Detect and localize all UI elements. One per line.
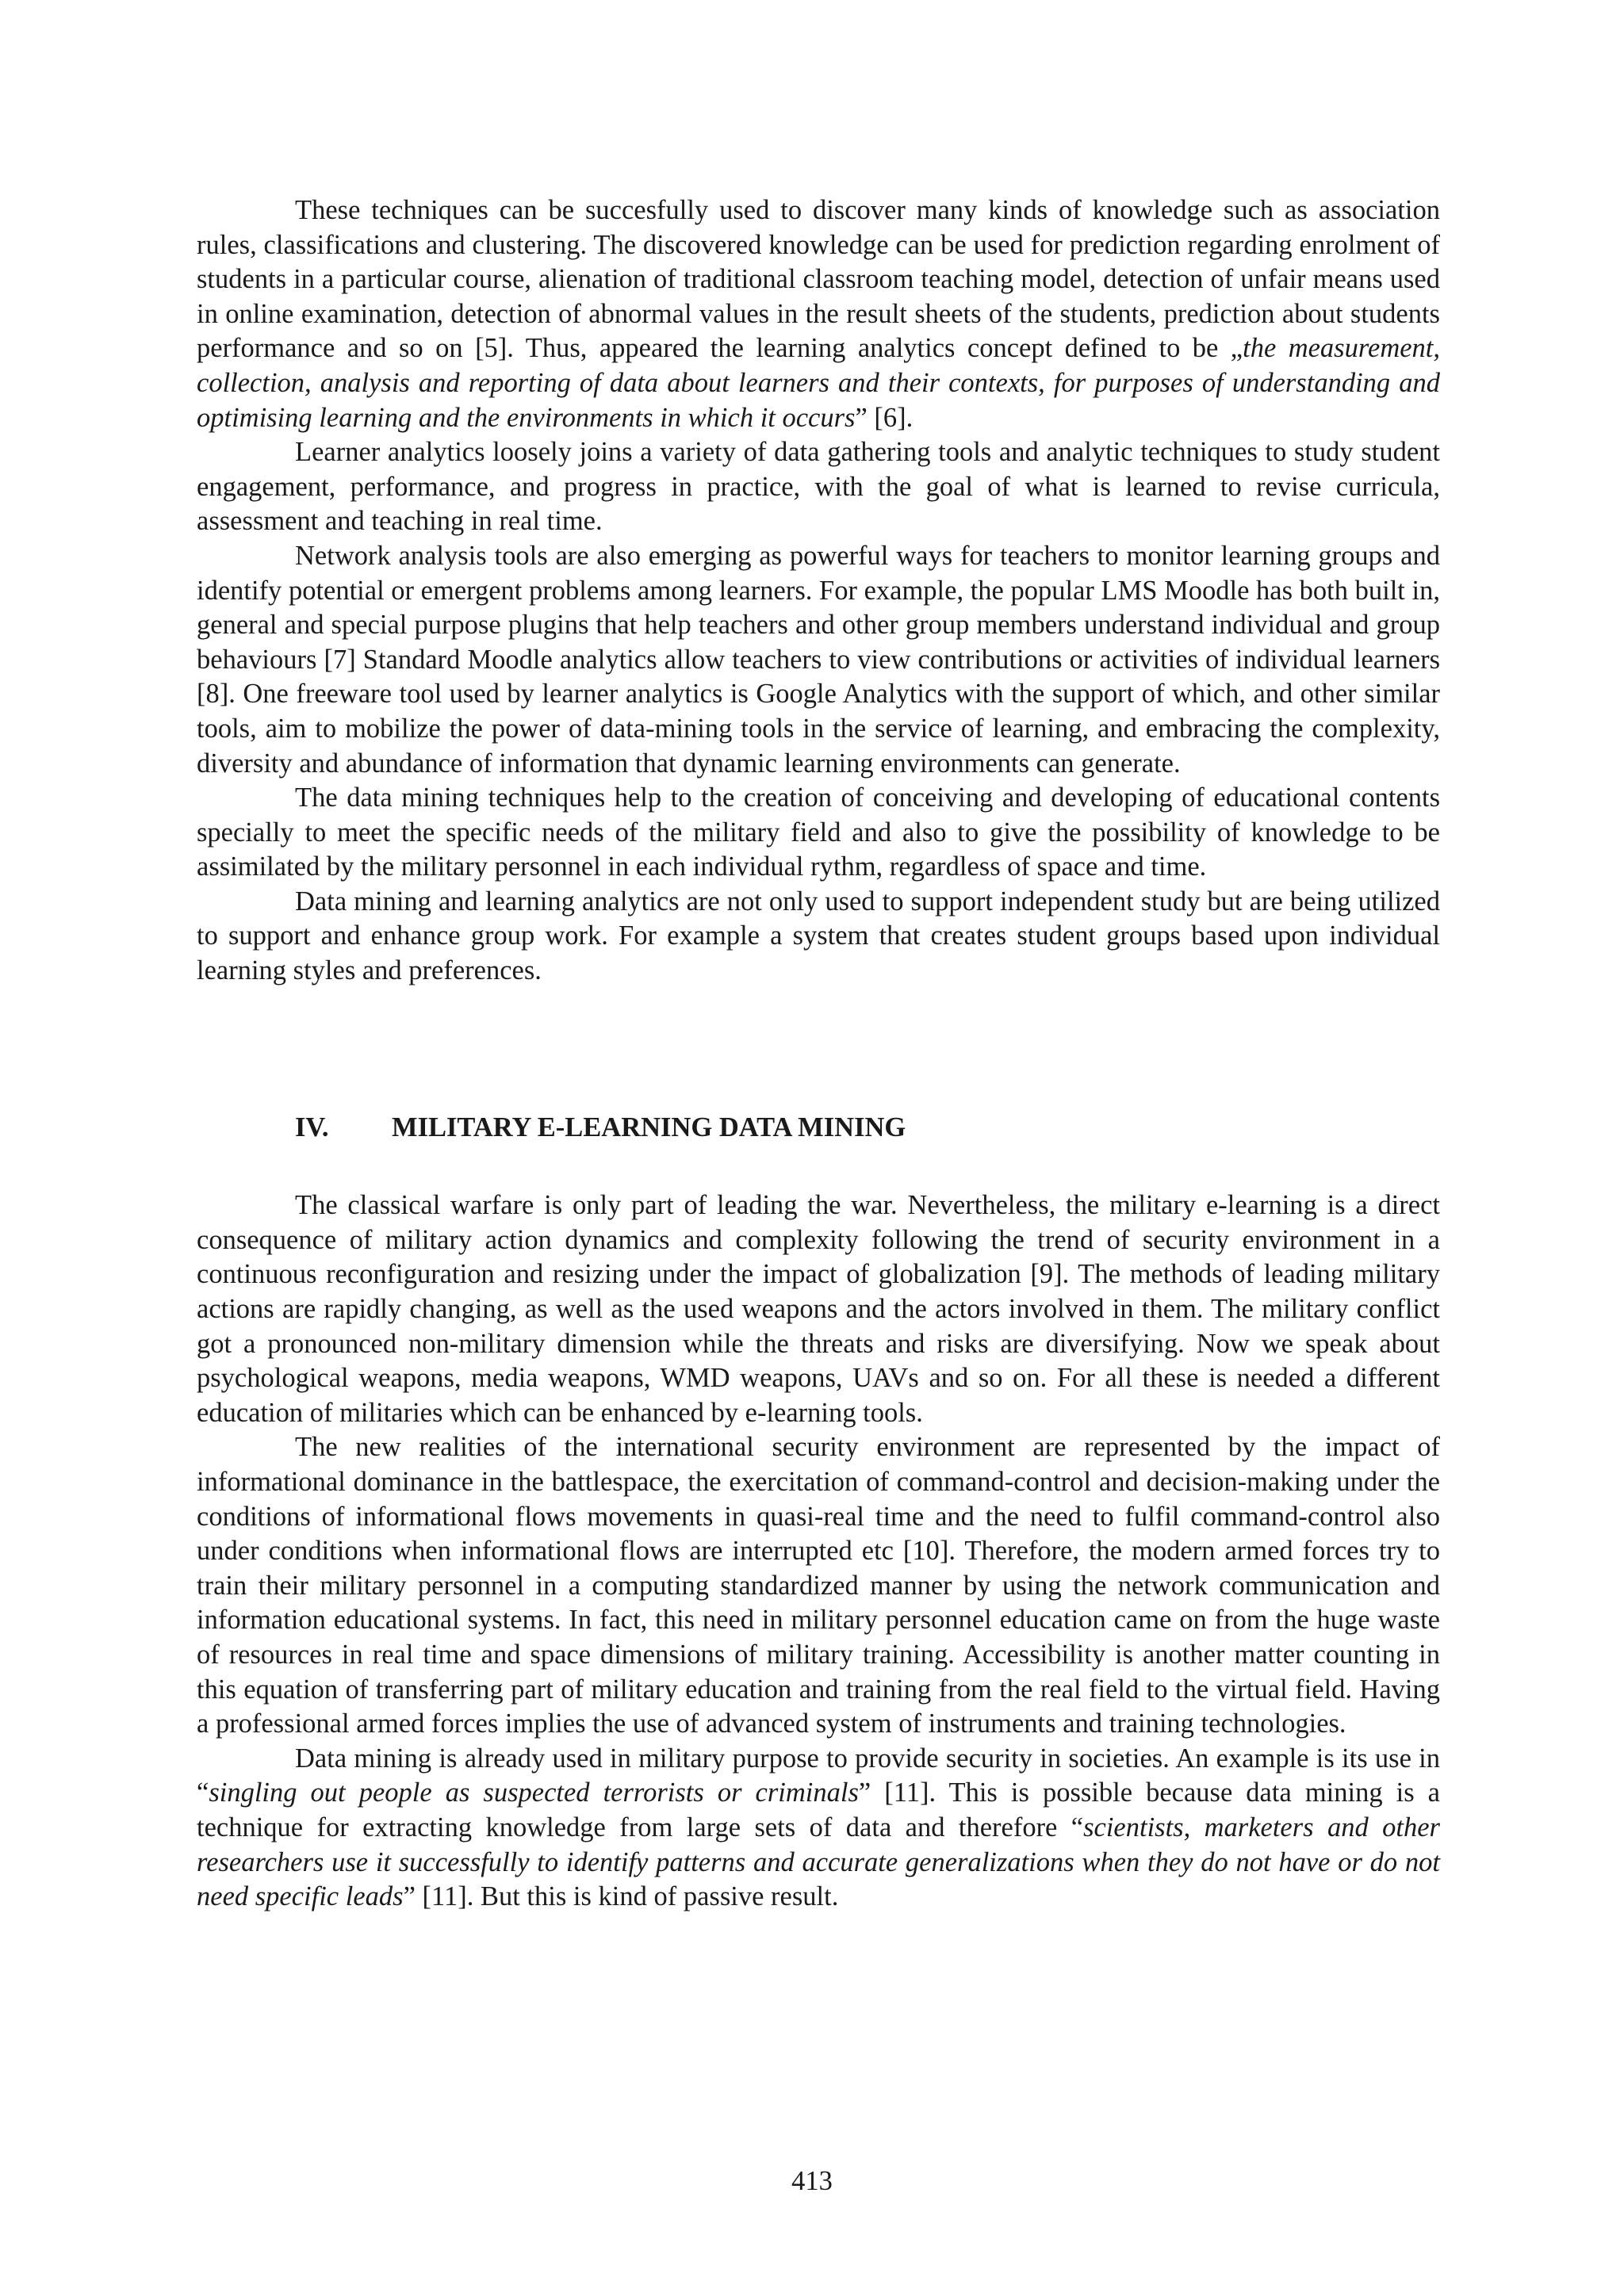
paragraph bbox=[197, 539, 1440, 781]
section-number: IV. bbox=[295, 1112, 329, 1142]
paragraph bbox=[197, 1742, 1440, 1915]
quoted-definition: the measurement, collection, analysis and reporting of data about learners and their contexts, for purposes of understanding and optimising learning and the environments in which it occurs bbox=[197, 333, 1441, 433]
section-spacer bbox=[197, 989, 1440, 1111]
section-spacer bbox=[197, 1145, 1440, 1188]
paragraph bbox=[197, 781, 1440, 885]
text-run: Network analysis tools are also emerging as powerful ways for teachers to monitor learning groups and identify potential or emergent problems among learners. For example, the popular LMS Moodle has both built in, general and special purpose plugins that help teachers and other group members understand individual and group behaviours [7] Standard Moodle analytics allow teachers to view contributions or activities of individual learners [8]. One freeware tool used by learner analytics is Google Analytics with the support of which, and other similar tools, aim to mobilize the power of data-mining tools in the service of learning, and embracing the complexity, diversity and abundance of information that dynamic learning environments can generate. bbox=[197, 540, 1440, 779]
text-run: Data mining and learning analytics are not only used to support independent study but are being utilized to support and enhance group work. For example a system that creates student groups based upon individual learning styles and preferences. bbox=[197, 886, 1440, 986]
page-number: 413 bbox=[791, 2166, 833, 2196]
paragraph bbox=[197, 1188, 1440, 1430]
text-run: The new realities of the international security environment are represented by the impact of informational dominance in the battlespace, the exercitation of command-control and decision-making under the conditions of informational flows movements in quasi-real time and the need to fulfil command-control also under conditions when informational flows are interrupted etc [10]. Therefore, the modern armed forces try to train their military personnel in a computing standardized manner by using the network communication and information educational systems. In fact, this need in military personnel education came on from the huge waste of resources in real time and space dimensions of military training. Accessibility is another matter counting in this equation of transferring part of military education and training from the real field to the virtual field. Having a professional armed forces implies the use of advanced system of instruments and training technologies. bbox=[197, 1432, 1440, 1739]
section-title: MILITARY E-LEARNING DATA MINING bbox=[392, 1112, 906, 1142]
quotation: scientists, marketers and other researchers use it successfully to identify patterns and accurate generalizations when they do not have or do not need specific leads bbox=[197, 1812, 1440, 1912]
text-run: The data mining techniques help to the creation of conceiving and developing of educational contents specially to meet the specific needs of the military field and also to give the possibility of knowledge to be assimilated by the military personnel in each individual rythm, regardless of space and time. bbox=[197, 783, 1440, 882]
section-heading bbox=[197, 1111, 1440, 1146]
text-run: ” [6]. bbox=[855, 402, 914, 433]
quotation: singling out people as suspected terrorists or criminals bbox=[209, 1777, 859, 1808]
text-run: ” [11]. This is possible because data mining is a technique for extracting knowledge from large sets of data and therefore “ bbox=[197, 1777, 1440, 1843]
paragraph bbox=[197, 885, 1440, 989]
paragraph bbox=[197, 435, 1440, 539]
text-run: These techniques can be succesfully used to discover many kinds of knowledge such as association rules, classifications and clustering. The discovered knowledge can be used for prediction regarding enrolment of students in a particular course, alienation of traditional classroom teaching model, detection of unfair means used in online examination, detection of abnormal values in the result sheets of the students, prediction about students performance and so on [5]. Thus, appeared the learning analytics concept defined to be „ bbox=[197, 195, 1440, 364]
text-run: ” [11]. But this is kind of passive result. bbox=[403, 1881, 839, 1912]
text-column bbox=[197, 193, 1440, 1915]
paragraph bbox=[197, 1430, 1440, 1741]
text-run: Data mining is already used in military purpose to provide security in societies. An example is its use in “ bbox=[197, 1743, 1440, 1808]
text-run: The classical warfare is only part of leading the war. Nevertheless, the military e-learning is a direct consequence of military action dynamics and complexity following the trend of security environment in a continuous reconfiguration and resizing under the impact of globalization [9]. The methods of leading military actions are rapidly changing, as well as the used weapons and the actors involved in them. The military conflict got a pronounced non-military dimension while the threats and risks are diversifying. Now we speak about psychological weapons, media weapons, WMD weapons, UAVs and so on. For all these is needed a different education of militaries which can be enhanced by e-learning tools. bbox=[197, 1190, 1440, 1428]
text-run: Learner analytics loosely joins a variety of data gathering tools and analytic techniques to study student engagement, performance, and progress in practice, with the goal of what is learned to revise curricula, assessment and teaching in real time. bbox=[197, 437, 1440, 537]
paragraph bbox=[197, 193, 1440, 435]
